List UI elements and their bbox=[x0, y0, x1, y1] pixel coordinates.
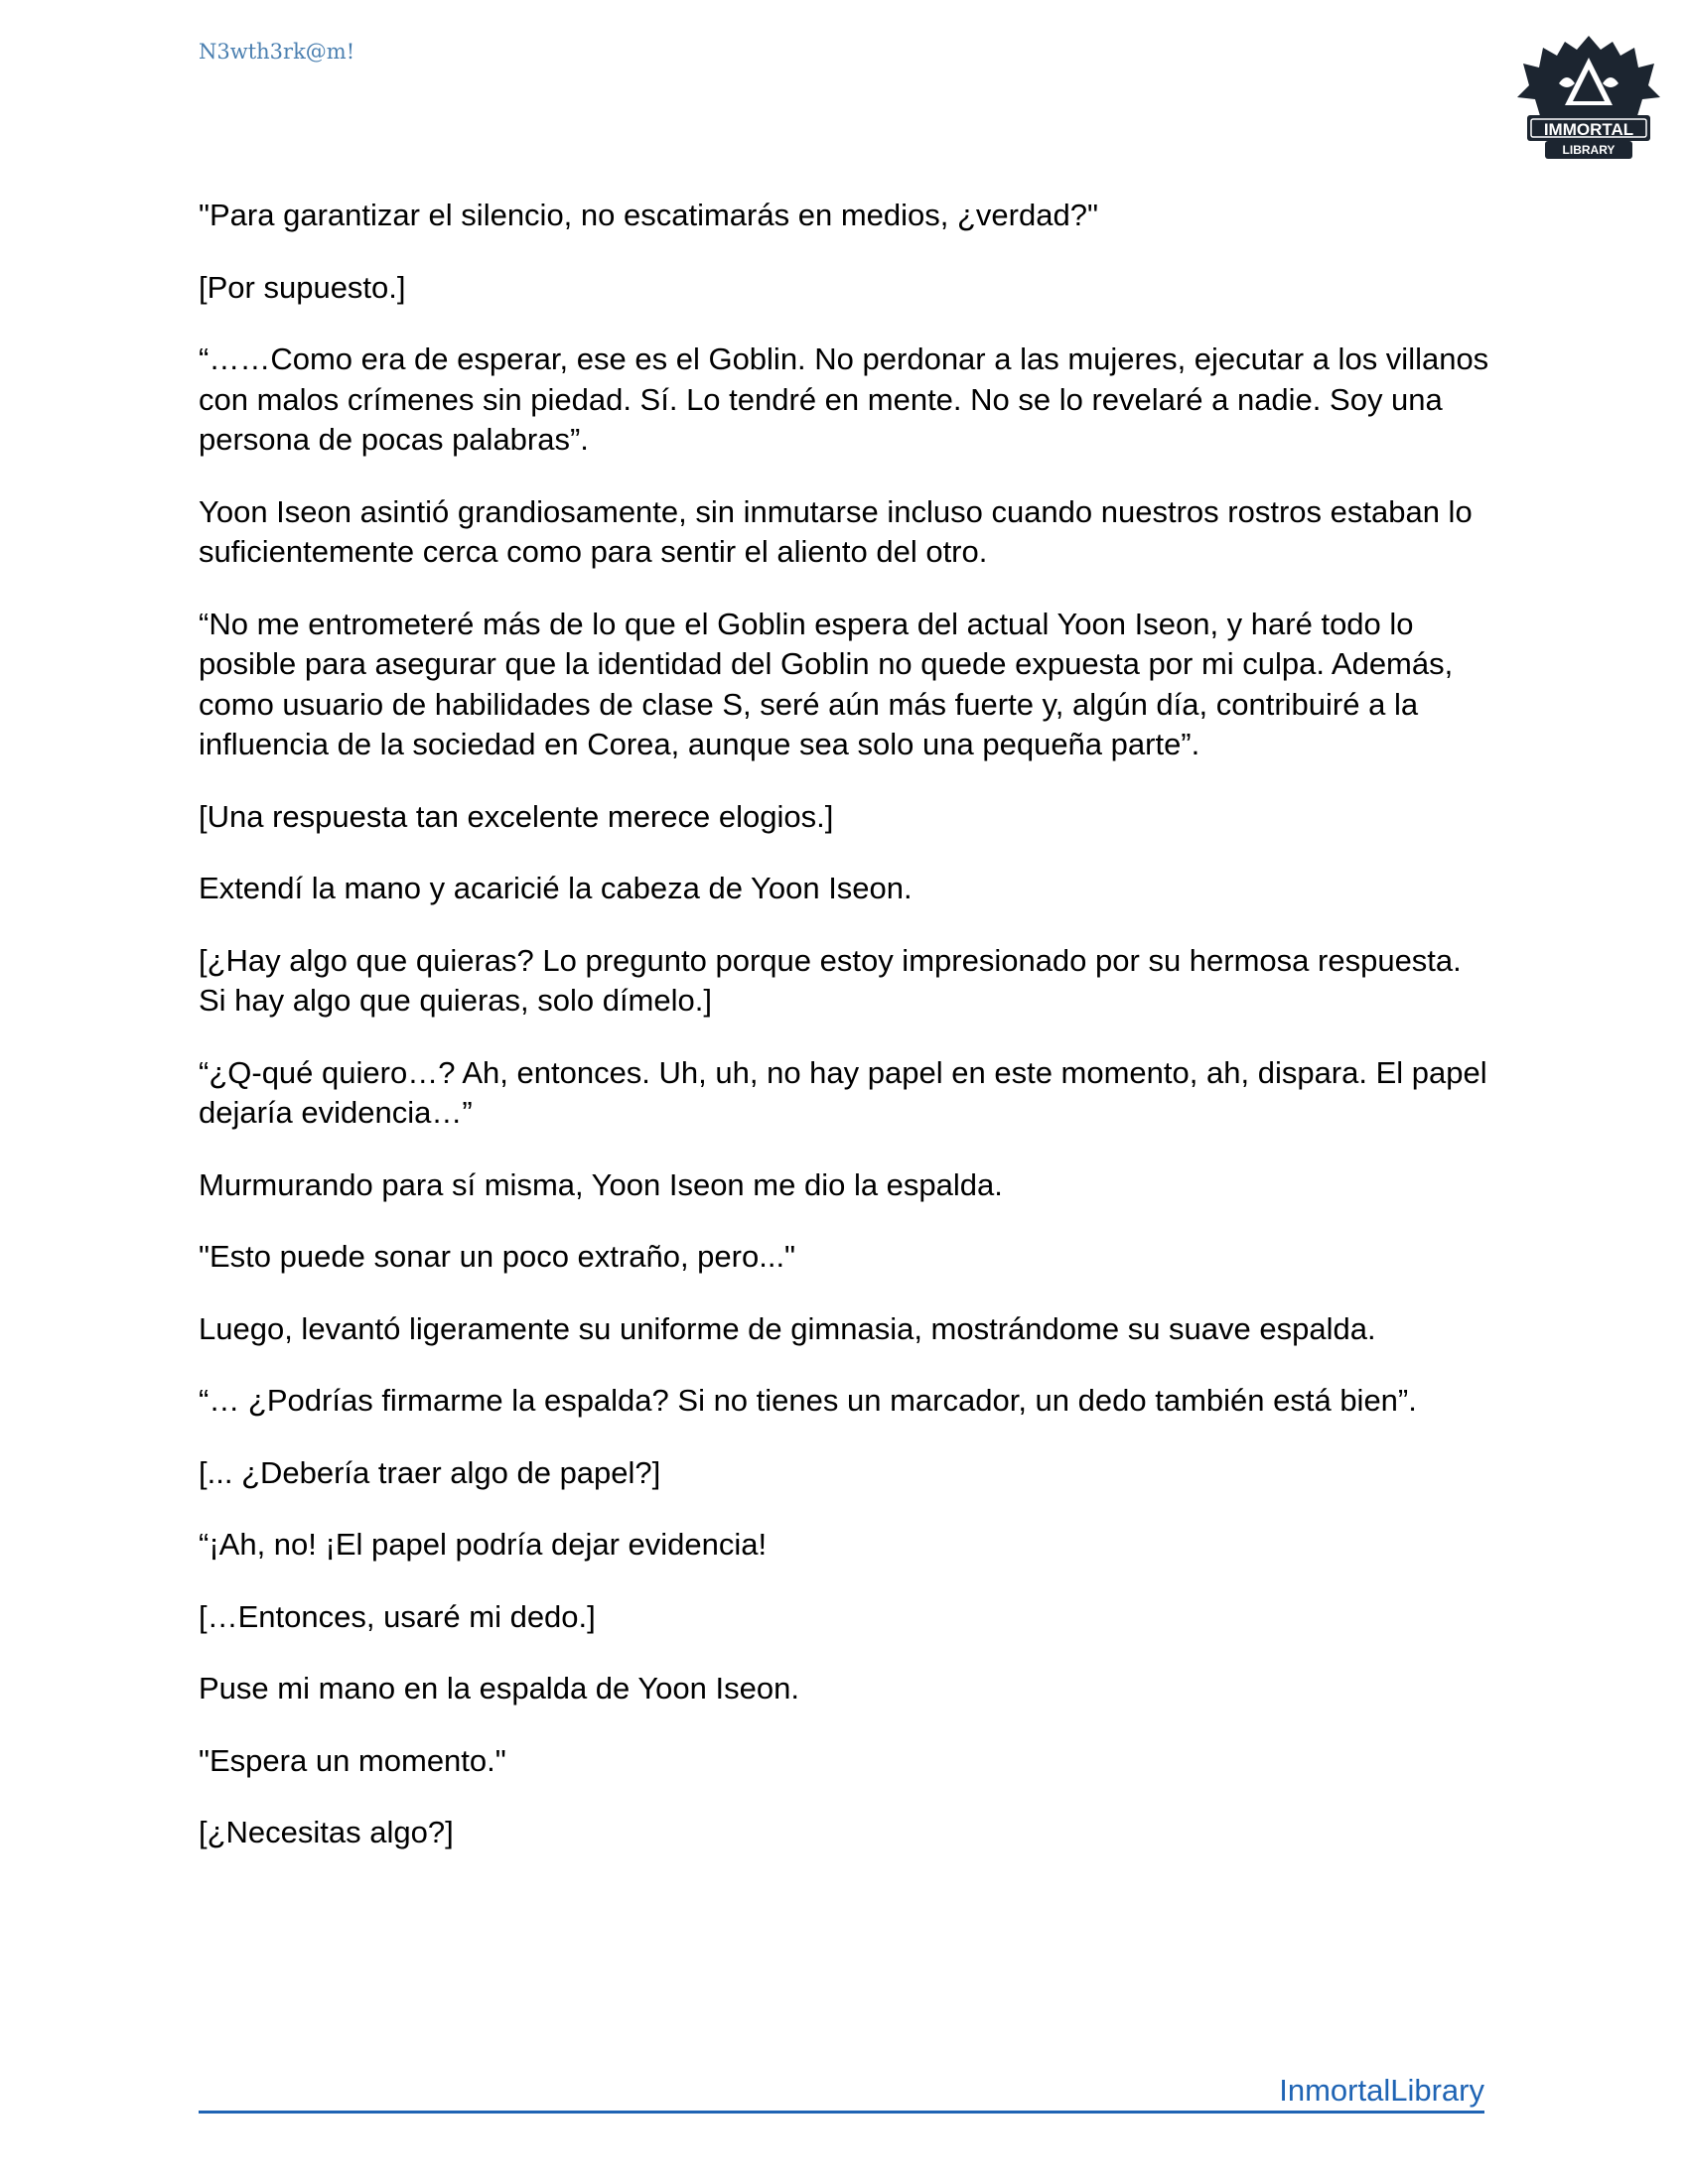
paragraph: “No me entrometeré más de lo que el Goblin espera del actual Yoon Iseon, y haré todo lo posible para asegurar que la identidad del Goblin no quede expuesta por mi culpa. Además, como usuario de habilidades de clase S, seré aún más fuerte y, algún día, contribuiré a la influencia de la sociedad en Corea, aunque sea solo una pequeña parte”. bbox=[199, 606, 1454, 761]
paragraph: Yoon Iseon asintió grandiosamente, sin inmutarse incluso cuando nuestros rostros estaban lo suficientemente cerca como para sentir el aliento del otro. bbox=[199, 493, 1473, 569]
paragraph: [... ¿Debería traer algo de papel?] bbox=[199, 1454, 661, 1490]
paragraph: “¿Q-qué quiero…? Ah, entonces. Uh, uh, no hay papel en este momento, ah, dispara. El papel dejaría evidencia…” bbox=[199, 1054, 1487, 1130]
paragraph: “……Como era de esperar, ese es el Goblin. No perdonar a las mujeres, ejecutar a los villanos con malos crímenes sin piedad. Sí. Lo tendré en mente. No se lo revelaré a nadie. Soy una persona de pocas palabras”. bbox=[199, 341, 1489, 457]
paragraph: [Por supuesto.] bbox=[199, 269, 406, 305]
footer-link[interactable]: InmortalLibrary bbox=[1279, 2073, 1484, 2108]
paragraph: [¿Hay algo que quieras? Lo pregunto porque estoy impresionado por su hermosa respuesta. Si hay algo que quieras, solo dímelo.] bbox=[199, 942, 1462, 1018]
logo-line2: LIBRARY bbox=[1562, 143, 1616, 157]
document-body bbox=[199, 196, 1489, 1885]
logo-line1: IMMORTAL bbox=[1543, 120, 1634, 139]
paragraph: Murmurando para sí misma, Yoon Iseon me dio la espalda. bbox=[199, 1166, 1003, 1202]
paragraph: […Entonces, usaré mi dedo.] bbox=[199, 1598, 596, 1634]
paragraph: [Una respuesta tan excelente merece elogios.] bbox=[199, 798, 834, 834]
paragraph: Luego, levantó ligeramente su uniforme de gimnasia, mostrándome su suave espalda. bbox=[199, 1310, 1376, 1346]
paragraph: "Espera un momento." bbox=[199, 1742, 506, 1778]
immortal-library-logo bbox=[1509, 28, 1668, 177]
paragraph: "Esto puede sonar un poco extraño, pero..." bbox=[199, 1239, 796, 1274]
paragraph: “… ¿Podrías firmarme la espalda? Si no tienes un marcador, un dedo también está bien”. bbox=[199, 1383, 1417, 1418]
paragraph: “¡Ah, no! ¡El papel podría dejar evidencia! bbox=[199, 1527, 768, 1562]
paragraph: Puse mi mano en la espalda de Yoon Iseon. bbox=[199, 1671, 799, 1706]
paragraph: Extendí la mano y acaricié la cabeza de Yoon Iseon. bbox=[199, 871, 913, 905]
footer-divider bbox=[199, 2111, 1484, 2114]
paragraph: "Para garantizar el silencio, no escatimarás en medios, ¿verdad?" bbox=[199, 198, 1098, 232]
paragraph: [¿Necesitas algo?] bbox=[199, 1815, 454, 1849]
header-watermark: N3wth3rk@m! bbox=[199, 40, 355, 64]
